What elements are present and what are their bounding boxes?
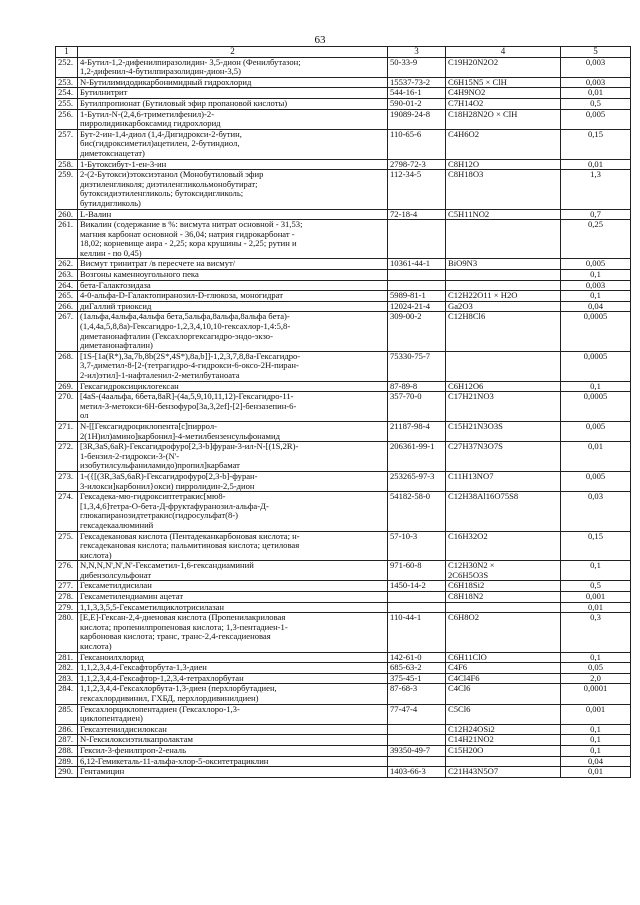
- table-row: [56, 613, 631, 652]
- substance-name: Гентамицин: [78, 767, 388, 778]
- chemical-formula: [446, 756, 561, 767]
- concentration-value: 0,0005: [561, 351, 631, 381]
- substance-name: 4-Бутил-1,2-дифенилпиразолидин- 3,5-дион (Фенилбутазон; 1,2-дифенил-4-бутилпиразолидин-дион-3,5): [78, 57, 388, 77]
- concentration-value: 0,5: [561, 98, 631, 109]
- chemical-formula: [446, 602, 561, 613]
- table-row: [56, 270, 631, 281]
- row-number: 252.: [56, 57, 78, 77]
- table-row: [56, 663, 631, 674]
- chemical-formula: C12H22O11 × H2O: [446, 291, 561, 302]
- table-row: [56, 98, 631, 109]
- table-row: [56, 581, 631, 592]
- row-number: 263.: [56, 270, 78, 281]
- row-number: 270.: [56, 392, 78, 422]
- chemical-formula: C6H11ClO: [446, 652, 561, 663]
- table-row: [56, 492, 631, 531]
- cas-number: [388, 602, 446, 613]
- table-row: [56, 170, 631, 209]
- table-row: [56, 220, 631, 259]
- substance-name: Гексагидроксициклогексан: [78, 381, 388, 392]
- cas-number: 10361-44-1: [388, 259, 446, 270]
- chemical-formula: C6H12O6: [446, 381, 561, 392]
- concentration-value: 0,1: [561, 381, 631, 392]
- concentration-value: 0,3: [561, 613, 631, 652]
- chemical-formula: C8H12O: [446, 159, 561, 170]
- substance-name: Гексил-3-фенилпроп-2-еналь: [78, 745, 388, 756]
- substance-name: [1S-[1а(R*),3а,7b,8b(2S*,4S*),8а,b]]-1,2,3,7,8,8а-Гексагидро- 3,7-диметил-8-[2-(тетрагидро-4-гидрокси-6-оксо-2Н-пиран- 2-ил)этил]-1-нафталенил-2-метилбутаноата: [78, 351, 388, 381]
- substance-name: Гексадека-мю-гидроксиптетракис[мю8- [1,3,4,6]тетра-О-бета-Д-фруктафуранозил-альфа-Д- глюкапиранозидтетракис(гидросульфат(8-) гексадекаалюминий: [78, 492, 388, 531]
- table-row: [56, 88, 631, 99]
- row-number: 261.: [56, 220, 78, 259]
- row-number: 253.: [56, 77, 78, 88]
- substance-name: Гексаноилхлорид: [78, 652, 388, 663]
- substance-name: [E,E]-Гексан-2,4-диеновая кислота (Пропенилакриловая кислота; пропенилпропеновая кислота; 1,3-пентадиен-1- карбоновая кислота; транс, транс-2,4-гексадиеновая кислота): [78, 613, 388, 652]
- chemical-formula: C12H30N2 × 2C6H5O3S: [446, 561, 561, 581]
- row-number: 271.: [56, 421, 78, 441]
- chemical-formula: C6H18Si2: [446, 581, 561, 592]
- table-row: [56, 684, 631, 704]
- row-number: 255.: [56, 98, 78, 109]
- substance-name: (1альфа,4альфа,4альфа бета,5альфа,8альфа,8альфа бета)- (1,4,4а,5,8,8а)-Гексагидро-1,2,3,4,10,10-гексахлор-1,4:5,8- диметанонафталин (Гексахлоргексагидро-эндо-экзо- диметанонафталин): [78, 312, 388, 351]
- substance-name: 1,1,2,3,4,4-Гексафторбута-1,3-диен: [78, 663, 388, 674]
- row-number: 276.: [56, 561, 78, 581]
- table-row: [56, 109, 631, 129]
- row-number: 262.: [56, 259, 78, 270]
- table-row: [56, 652, 631, 663]
- concentration-value: 0,04: [561, 301, 631, 312]
- substance-name: Бутилнитрит: [78, 88, 388, 99]
- chemical-formula: C11H13NO7: [446, 471, 561, 491]
- cas-number: 1403-66-3: [388, 767, 446, 778]
- concentration-value: 0,0001: [561, 684, 631, 704]
- table-row: [56, 57, 631, 77]
- substance-name: 1-Бутил-N-(2,4,6-триметилфенил)-2- пирролидинкарбоксамид гидрохлорид: [78, 109, 388, 129]
- substance-name: диГаллий триоксид: [78, 301, 388, 312]
- chemical-formula: C16H32O2: [446, 531, 561, 561]
- concentration-value: 0,1: [561, 270, 631, 281]
- table-row: [56, 561, 631, 581]
- row-number: 275.: [56, 531, 78, 561]
- substance-name: Возгоны каменноугольного пека: [78, 270, 388, 281]
- chemical-formula: C12H24OSi2: [446, 724, 561, 735]
- chemical-formula: [446, 220, 561, 259]
- cas-number: 19089-24-8: [388, 109, 446, 129]
- concentration-value: 0,001: [561, 592, 631, 603]
- row-number: 279.: [56, 602, 78, 613]
- cas-number: 110-65-6: [388, 129, 446, 159]
- substance-name: 1-Бутоксибут-1-ен-3-ин: [78, 159, 388, 170]
- table-row: [56, 724, 631, 735]
- table-row: [56, 767, 631, 778]
- chemical-formula: C4H9NO2: [446, 88, 561, 99]
- table-row: [56, 471, 631, 491]
- concentration-value: 0,005: [561, 259, 631, 270]
- concentration-value: 0,003: [561, 280, 631, 291]
- table-row: [56, 602, 631, 613]
- concentration-value: 0,005: [561, 109, 631, 129]
- table-row: [56, 421, 631, 441]
- chemical-formula: BiO9N3: [446, 259, 561, 270]
- cas-number: 5989-81-1: [388, 291, 446, 302]
- row-number: 267.: [56, 312, 78, 351]
- concentration-value: 0,04: [561, 756, 631, 767]
- table-row: [56, 129, 631, 159]
- chemical-formula: C5H11NO2: [446, 209, 561, 220]
- substance-name: Висмут тринитрат /в пересчете на висмут/: [78, 259, 388, 270]
- substance-name: 2-(2-Бутокси)этоксиэтанол (Монобутиловый эфир диэтиленгликоля; диэтиленгликольмонобутират; бутоксидиэтиленгликоль; бутоксидигликоль; бутилдигликоль): [78, 170, 388, 209]
- concentration-value: 0,01: [561, 767, 631, 778]
- row-number: 257.: [56, 129, 78, 159]
- chemical-formula: C15H20O: [446, 745, 561, 756]
- row-number: 277.: [56, 581, 78, 592]
- concentration-value: 0,01: [561, 602, 631, 613]
- table-row: [56, 159, 631, 170]
- chemical-formula: C12H8Cl6: [446, 312, 561, 351]
- substance-name: Гексаэтенилдисилоксан: [78, 724, 388, 735]
- row-number: 256.: [56, 109, 78, 129]
- substance-name: Гексадекановая кислота (Пентадеканкарбоновая кислота; н- гексадекановая кислота; пальмитиновая кислота; цетиловая кислота): [78, 531, 388, 561]
- concentration-value: 0,15: [561, 129, 631, 159]
- substance-name: Гексаметилдисилан: [78, 581, 388, 592]
- cas-number: 206361-99-1: [388, 442, 446, 472]
- table-row: [56, 291, 631, 302]
- chemical-formula: [446, 351, 561, 381]
- cas-number: 309-00-2: [388, 312, 446, 351]
- cas-number: 57-10-3: [388, 531, 446, 561]
- cas-number: 357-70-0: [388, 392, 446, 422]
- chemical-formula: Ga2O3: [446, 301, 561, 312]
- column-header: 1: [56, 47, 78, 58]
- row-number: 274.: [56, 492, 78, 531]
- concentration-value: 0,05: [561, 663, 631, 674]
- substance-name: [3R,3aS,6aR)-Гексагидрофуро[2,3-b]фуран-3-ил-N-[(1S,2R)- 1-бензил-2-гидрокси-3-(N'- изобутилсульфаниламидо)пропил]карбамат: [78, 442, 388, 472]
- row-number: 286.: [56, 724, 78, 735]
- concentration-value: 0,01: [561, 159, 631, 170]
- substance-name: L-Валин: [78, 209, 388, 220]
- column-header: 3: [388, 47, 446, 58]
- row-number: 280.: [56, 613, 78, 652]
- cas-number: 87-89-8: [388, 381, 446, 392]
- concentration-value: 0,005: [561, 471, 631, 491]
- table-row: [56, 392, 631, 422]
- concentration-value: 2,0: [561, 673, 631, 684]
- substance-name: бета-Галактозидаза: [78, 280, 388, 291]
- cas-number: [388, 220, 446, 259]
- substance-name: [4aS-(4aальфа, 6бета,8aR]-(4а,5,9,10,11,12)-Гексагидро-11- метил-3-метокси-6Н-бензофуро[3а,3,2ef]-[2]-бензазепин-6- ол: [78, 392, 388, 422]
- row-number: 283.: [56, 673, 78, 684]
- concentration-value: 0,01: [561, 88, 631, 99]
- cas-number: [388, 735, 446, 746]
- concentration-value: 0,1: [561, 561, 631, 581]
- cas-number: 21187-98-4: [388, 421, 446, 441]
- row-number: 272.: [56, 442, 78, 472]
- chemical-formula: C18H28N2O × ClH: [446, 109, 561, 129]
- cas-number: 253265-97-3: [388, 471, 446, 491]
- concentration-value: 0,5: [561, 581, 631, 592]
- cas-number: 1450-14-2: [388, 581, 446, 592]
- chemical-formula: C27H37N3O7S: [446, 442, 561, 472]
- row-number: 273.: [56, 471, 78, 491]
- cas-number: 15537-73-2: [388, 77, 446, 88]
- substance-name: N-Бутилимидодикарбонимидный гидрохлорид: [78, 77, 388, 88]
- chemical-formula: C5Cl6: [446, 704, 561, 724]
- concentration-value: 0,25: [561, 220, 631, 259]
- substance-name: 1,1,3,3,5,5-Гексаметилциклотрисилазан: [78, 602, 388, 613]
- row-number: 258.: [56, 159, 78, 170]
- row-number: 254.: [56, 88, 78, 99]
- table-row: [56, 351, 631, 381]
- cas-number: 544-16-1: [388, 88, 446, 99]
- chemical-formula: C19H20N2O2: [446, 57, 561, 77]
- concentration-value: 0,0005: [561, 392, 631, 422]
- substance-table: [55, 46, 631, 778]
- cas-number: [388, 270, 446, 281]
- row-number: 290.: [56, 767, 78, 778]
- substance-name: Гексаметилендиамин ацетат: [78, 592, 388, 603]
- cas-number: 685-63-2: [388, 663, 446, 674]
- chemical-formula: C15H21N3O3S: [446, 421, 561, 441]
- cas-number: [388, 724, 446, 735]
- concentration-value: 0,1: [561, 735, 631, 746]
- cas-number: 12024-21-4: [388, 301, 446, 312]
- substance-name: 1,1,2,3,4,4-Гексахлорбута-1,3-диен (перхлорбутадиен, гексахлордивинил, ГХБД, перхлордивинилдиен): [78, 684, 388, 704]
- row-number: 266.: [56, 301, 78, 312]
- cas-number: 87-68-3: [388, 684, 446, 704]
- chemical-formula: C8H18N2: [446, 592, 561, 603]
- concentration-value: 0,0005: [561, 312, 631, 351]
- row-number: 284.: [56, 684, 78, 704]
- column-header: 4: [446, 47, 561, 58]
- concentration-value: 0,1: [561, 291, 631, 302]
- table-row: [56, 745, 631, 756]
- table-row: [56, 673, 631, 684]
- cas-number: 112-34-5: [388, 170, 446, 209]
- cas-number: [388, 756, 446, 767]
- substance-name: 1,1,2,3,4,4-Гексафтор-1,2,3,4-тетрахлорбутан: [78, 673, 388, 684]
- row-number: 264.: [56, 280, 78, 291]
- row-number: 287.: [56, 735, 78, 746]
- chemical-formula: [446, 280, 561, 291]
- cas-number: 142-61-0: [388, 652, 446, 663]
- concentration-value: 0,1: [561, 652, 631, 663]
- table-row: [56, 209, 631, 220]
- table-row: [56, 735, 631, 746]
- concentration-value: 0,003: [561, 77, 631, 88]
- concentration-value: 1,3: [561, 170, 631, 209]
- substance-name: N,N,N,N',N',N'-Гексаметил-1,6-гександиаминий дибензолсульфонат: [78, 561, 388, 581]
- substance-name: Бутилпропионат (Бутиловый эфир пропановой кислоты): [78, 98, 388, 109]
- chemical-formula: C4H6O2: [446, 129, 561, 159]
- cas-number: [388, 280, 446, 291]
- concentration-value: 0,15: [561, 531, 631, 561]
- table-row: [56, 312, 631, 351]
- substance-name: N-Гексилоксиэтилкапролактам: [78, 735, 388, 746]
- concentration-value: 0,01: [561, 442, 631, 472]
- cas-number: 590-01-2: [388, 98, 446, 109]
- row-number: 278.: [56, 592, 78, 603]
- page-number: 63: [314, 34, 326, 46]
- cas-number: [388, 592, 446, 603]
- concentration-value: 0,001: [561, 704, 631, 724]
- chemical-formula: C17H21NO3: [446, 392, 561, 422]
- cas-number: 110-44-1: [388, 613, 446, 652]
- row-number: 260.: [56, 209, 78, 220]
- concentration-value: 0,005: [561, 421, 631, 441]
- cas-number: 50-33-9: [388, 57, 446, 77]
- substance-name: N-[[Гексагидроциклопента[с]пиррол- 2(1Н)ил)амино]карбонил]-4-метилбензенсульфонамид: [78, 421, 388, 441]
- chemical-formula: C12H38Al16O75S8: [446, 492, 561, 531]
- cas-number: 75330-75-7: [388, 351, 446, 381]
- substance-name: 6,12-Гемикеталь-11-альфа-хлор-5-окситетрациклин: [78, 756, 388, 767]
- concentration-value: 0,03: [561, 492, 631, 531]
- table-row: [56, 704, 631, 724]
- chemical-formula: C4Cl4F6: [446, 673, 561, 684]
- row-number: 265.: [56, 291, 78, 302]
- row-number: 285.: [56, 704, 78, 724]
- substance-name: Викалин (содержание в %: висмута нитрат основной - 31,53; магния карбонат основной - 36,04; натрия гидрокарбонат - 18,02; корневище аира - 2,25; кора крушины - 2,25; рутин и келлин - по 0,45): [78, 220, 388, 259]
- row-number: 259.: [56, 170, 78, 209]
- cas-number: 2798-72-3: [388, 159, 446, 170]
- cas-number: 54182-58-0: [388, 492, 446, 531]
- table-row: [56, 77, 631, 88]
- table-row: [56, 756, 631, 767]
- table-row: [56, 280, 631, 291]
- table-row: [56, 381, 631, 392]
- table-row: [56, 592, 631, 603]
- column-header: 2: [78, 47, 388, 58]
- chemical-formula: [446, 270, 561, 281]
- substance-name: 1-({[(3R,3aS,6aR)-Гексагидрофуро[2,3-b]-фуран- 3-илокси]карбонил}окси) пирролидин-2,5-дион: [78, 471, 388, 491]
- table-row: [56, 259, 631, 270]
- substance-name: Гексахлорциклопентадиен (Гексахлоро-1,3- циклопентадиен): [78, 704, 388, 724]
- table-row: [56, 442, 631, 472]
- concentration-value: 0,7: [561, 209, 631, 220]
- chemical-formula: C8H18O3: [446, 170, 561, 209]
- row-number: 268.: [56, 351, 78, 381]
- chemical-formula: C4Cl6: [446, 684, 561, 704]
- row-number: 281.: [56, 652, 78, 663]
- cas-number: 971-60-8: [388, 561, 446, 581]
- cas-number: 375-45-1: [388, 673, 446, 684]
- concentration-value: 0,1: [561, 724, 631, 735]
- substance-name: 4-0-альфа-D-Галактопиранозил-D-глюкоза, моногидрат: [78, 291, 388, 302]
- table-row: [56, 301, 631, 312]
- row-number: 282.: [56, 663, 78, 674]
- concentration-value: 0,003: [561, 57, 631, 77]
- cas-number: 39350-49-7: [388, 745, 446, 756]
- chemical-formula: C4F6: [446, 663, 561, 674]
- concentration-value: 0,1: [561, 745, 631, 756]
- column-header: 5: [561, 47, 631, 58]
- substance-name: Бут-2-ин-1,4-диол (1,4-Дигидрокси-2-бутин, бис(гидроксиметил)ацетилен, 2-бутиндиол, диметоксиацетат): [78, 129, 388, 159]
- row-number: 288.: [56, 745, 78, 756]
- chemical-formula: C7H14O2: [446, 98, 561, 109]
- table-header-row: [56, 47, 631, 58]
- chemical-formula: C14H21NO2: [446, 735, 561, 746]
- cas-number: 72-18-4: [388, 209, 446, 220]
- chemical-formula: C6H8O2: [446, 613, 561, 652]
- table-row: [56, 531, 631, 561]
- cas-number: 77-47-4: [388, 704, 446, 724]
- chemical-formula: C21H43N5O7: [446, 767, 561, 778]
- chemical-formula: C6H15N5 × ClH: [446, 77, 561, 88]
- row-number: 269.: [56, 381, 78, 392]
- row-number: 289.: [56, 756, 78, 767]
